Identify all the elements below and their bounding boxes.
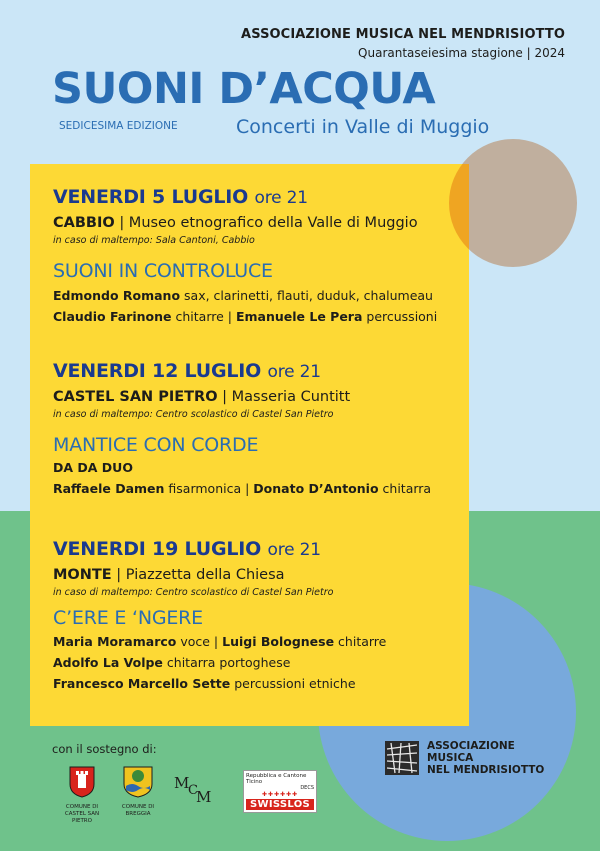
performer-role: sax, clarinetti, flauti, duduk, chalumeau: [180, 288, 433, 303]
castel-caption-line-1: COMUNE DI: [65, 804, 99, 810]
event-time: ore 21: [267, 362, 321, 382]
event-date-text: VENERDI 19 LUGLIO: [53, 538, 262, 560]
event-town: CASTEL SAN PIETRO: [53, 389, 218, 405]
event-town: CABBIO: [53, 215, 115, 231]
svg-text:M: M: [174, 774, 190, 792]
event-date-text: VENERDI 5 LUGLIO: [53, 186, 249, 208]
mcm-logo-icon: [172, 772, 214, 806]
performer-role: chitarra portoghese: [162, 655, 291, 670]
association-name: ASSOCIAZIONE MUSICA NEL MENDRISIOTTO: [241, 27, 565, 42]
svg-text:C: C: [188, 783, 198, 798]
event-date: [53, 186, 437, 208]
performer-line: [53, 478, 431, 499]
assoc-logo-line-3: NEL MENDRISIOTTO: [427, 764, 545, 776]
event-date-text: VENERDI 12 LUGLIO: [53, 360, 262, 382]
festival-title: SUONI D’ACQUA: [52, 64, 436, 114]
edition-label: SEDICESIMA EDIZIONE: [59, 120, 178, 132]
festival-subtitle: Concerti in Valle di Muggio: [236, 116, 490, 138]
association-logo-text: [427, 740, 544, 776]
performer-line: [53, 652, 386, 673]
performer-name: Edmondo Romano: [53, 288, 181, 303]
castel-shield-icon: [69, 766, 95, 798]
performer-role: chitarre: [334, 634, 387, 649]
concert-title: C’ERE E ‘NGERE: [53, 607, 203, 629]
event-rain-note: in caso di maltempo: Sala Cantoni, Cabbio: [53, 235, 255, 246]
event-venue: | Piazzetta della Chiesa: [116, 567, 285, 583]
event-time: ore 21: [267, 540, 321, 560]
performer-name: Claudio Farinone: [53, 309, 172, 324]
performer-role: chitarra: [378, 481, 432, 496]
peach-circle-decoration: [449, 139, 577, 267]
event-time: ore 21: [254, 188, 308, 208]
concert-title: MANTICE CON CORDE: [53, 434, 259, 456]
performer-name: Emanuele Le Pera: [235, 309, 363, 324]
performer-line: [53, 306, 437, 327]
breggia-logo: [120, 766, 156, 818]
performer-line: [53, 285, 437, 306]
performer-role: chitarre |: [171, 309, 236, 324]
performer-name: Francesco Marcello Sette: [53, 676, 231, 691]
event-rain-note: in caso di maltempo: Centro scolastico di Castel San Pietro: [53, 587, 334, 598]
performer-line: [53, 673, 386, 694]
event-2: [53, 360, 431, 499]
performer-role: fisarmonica |: [164, 481, 254, 496]
performer-name: Raffaele Damen: [53, 481, 165, 496]
event-place: [53, 567, 386, 583]
season-label: Quarantaseiesima stagione | 2024: [358, 46, 565, 60]
breggia-caption: [120, 804, 156, 818]
mcm-logo: [172, 772, 214, 810]
event-date: [53, 360, 431, 382]
association-logo: [385, 740, 544, 776]
concert-title: SUONI IN CONTROLUCE: [53, 260, 273, 282]
association-header: [241, 27, 565, 60]
event-1: [53, 186, 437, 327]
assoc-logo-line-1: ASSOCIAZIONE: [427, 740, 515, 752]
performer-name: Luigi Bolognese: [222, 634, 335, 649]
breggia-shield-icon: [123, 766, 153, 798]
support-label: con il sostegno di:: [52, 742, 157, 756]
performer-line: [53, 457, 431, 478]
event-date: [53, 538, 386, 560]
performer-name: Maria Moramarco: [53, 634, 177, 649]
swisslos-decs-text: DECS: [300, 785, 314, 791]
event-3: [53, 538, 386, 694]
performer-name: DA DA DUO: [53, 460, 133, 475]
performer-role: voce |: [176, 634, 223, 649]
event-place: [53, 389, 431, 405]
association-mark-icon: [385, 741, 419, 775]
event-place: [53, 215, 437, 231]
performer-name: Adolfo La Volpe: [53, 655, 163, 670]
event-rain-note: in caso di maltempo: Centro scolastico di Castel San Pietro: [53, 409, 334, 420]
breggia-caption-line-2: BREGGIA: [125, 811, 151, 817]
performer-role: percussioni: [362, 309, 438, 324]
castel-san-pietro-logo: [60, 766, 104, 825]
event-town: MONTE: [53, 567, 112, 583]
swisslos-wordmark: SWISSLOS: [246, 799, 314, 810]
performers: [53, 457, 431, 499]
assoc-logo-line-2: MUSICA: [427, 752, 474, 764]
performer-name: Donato D’Antonio: [253, 481, 379, 496]
performer-role: percussioni etniche: [230, 676, 356, 691]
castel-caption-line-2: CASTEL SAN PIETRO: [64, 811, 100, 824]
performers: [53, 631, 386, 694]
performers: [53, 285, 437, 327]
swisslos-logo: [243, 770, 317, 813]
svg-text:M: M: [196, 788, 212, 806]
swisslos-crosses: ✚✚✚✚✚✚: [261, 791, 299, 798]
swisslos-top-text: Repubblica e Cantone Ticino: [246, 773, 307, 785]
event-venue: | Masseria Cuntitt: [222, 389, 351, 405]
castel-caption: [60, 804, 104, 825]
event-venue: | Museo etnografico della Valle di Muggio: [119, 215, 418, 231]
breggia-caption-line-1: COMUNE DI: [121, 804, 155, 810]
performer-line: [53, 631, 386, 652]
